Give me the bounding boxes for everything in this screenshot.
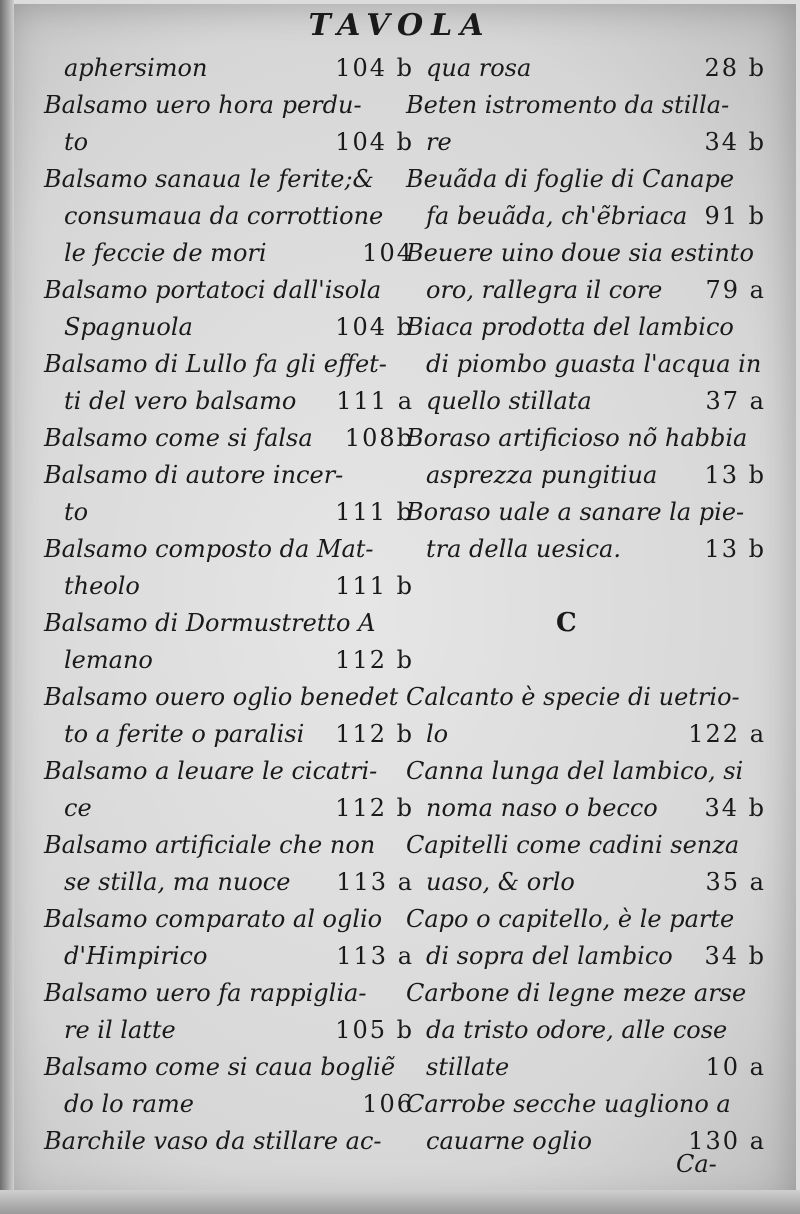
entry-text: consumaua da corrottione — [64, 202, 384, 230]
index-entry-line — [44, 346, 414, 383]
index-entry-line — [406, 679, 766, 716]
page-reference: 35 a — [705, 868, 766, 896]
entry-text: se stilla, ma nuoce — [64, 868, 291, 896]
entry-text: Balsamo di Lullo fa gli effet- — [44, 350, 387, 378]
index-entry-line — [44, 198, 414, 235]
entry-text: ce — [64, 794, 92, 822]
index-entry-line — [44, 790, 414, 827]
entry-text: Capo o capitello, è le parte — [406, 905, 735, 933]
entry-text: to — [64, 498, 89, 526]
catchword: Ca- — [676, 1150, 717, 1178]
page-reference: 13 b — [704, 461, 766, 489]
index-entry-line — [44, 50, 414, 87]
entry-text: Balsamo uero fa rappiglia- — [44, 979, 367, 1007]
index-entry-line — [406, 827, 766, 864]
entry-text: Balsamo artificiale che non — [44, 831, 376, 859]
entry-text: di sopra del lambico — [426, 942, 673, 970]
index-entry-line — [44, 901, 414, 938]
entry-text: aphersimon — [64, 54, 208, 82]
index-entry-line — [406, 568, 766, 605]
index-entry-line — [406, 901, 766, 938]
entry-text: Canna lunga del lambico, si — [406, 757, 744, 785]
page-left-edge — [0, 0, 14, 1214]
index-entry-line — [44, 568, 414, 605]
entry-text: noma naso o becco — [426, 794, 658, 822]
entry-text: cauarne oglio — [426, 1127, 592, 1155]
index-entry-line — [406, 198, 766, 235]
page-reference: 104 b — [335, 128, 414, 156]
page-reference: 91 b — [704, 202, 766, 230]
entry-text: Spagnuola — [64, 313, 193, 341]
page-reference: 105 b — [335, 1016, 414, 1044]
entry-text: to a ferite o paralisi — [64, 720, 305, 748]
index-entry-line — [406, 642, 766, 679]
index-entry-line — [44, 642, 414, 679]
entry-text: Balsamo di Dormustretto A — [44, 609, 376, 637]
entry-text: le feccie de mori — [64, 239, 267, 267]
entry-text: theolo — [64, 572, 140, 600]
page-reference: 113 a — [336, 942, 414, 970]
entry-text: lemano — [64, 646, 153, 674]
index-entry-line — [44, 383, 414, 420]
entry-text: to — [64, 128, 89, 156]
index-entry-line — [44, 457, 414, 494]
page-reference: 111 a — [336, 387, 414, 415]
index-entry-line — [44, 124, 414, 161]
page-reference: 112 b — [335, 794, 414, 822]
entry-text: do lo rame — [64, 1090, 194, 1118]
index-entry-line — [44, 87, 414, 124]
page-reference: 34 b — [704, 794, 766, 822]
index-entry-line — [44, 753, 414, 790]
entry-text: asprezza pungitiua — [426, 461, 658, 489]
entry-text: lo — [426, 720, 449, 748]
entry-text: Balsamo ouero oglio benedet — [44, 683, 399, 711]
entry-text: ti del vero balsamo — [64, 387, 297, 415]
index-entry-line — [44, 605, 414, 642]
entry-text: Balsamo come si caua bogliẽ — [44, 1053, 396, 1081]
index-entry-line — [44, 1049, 414, 1086]
entry-text: Barchile vaso da stillare ac- — [44, 1127, 382, 1155]
entry-text: di piombo guasta l'acqua in — [426, 350, 762, 378]
entry-text: re — [426, 128, 452, 156]
entry-text: d'Himpirico — [64, 942, 208, 970]
entry-text: Balsamo comparato al oglio — [44, 905, 383, 933]
index-entry-line — [406, 494, 766, 531]
page-reference: 37 a — [705, 387, 766, 415]
entry-text: Carbone di legne meze arse — [406, 979, 747, 1007]
entry-text: re il latte — [64, 1016, 176, 1044]
entry-text: Beuere uino doue sia estinto — [406, 239, 754, 267]
entry-text: Biaca prodotta del lambico — [406, 313, 734, 341]
index-entry-line — [406, 124, 766, 161]
page-bottom-edge — [0, 1190, 800, 1214]
page-reference: 108b — [344, 424, 414, 452]
index-entry-line — [44, 864, 414, 901]
entry-text: Balsamo uero hora perdu- — [44, 91, 362, 119]
entry-text: Balsamo a leuare le cicatri- — [44, 757, 378, 785]
index-entry-line — [44, 494, 414, 531]
page-reference: 112 b — [335, 646, 414, 674]
entry-text: Balsamo portatoci dall'isola — [44, 276, 382, 304]
index-entry-line — [44, 975, 414, 1012]
entry-text: Balsamo composto da Mat- — [44, 535, 374, 563]
entry-text: uaso, & orlo — [426, 868, 575, 896]
index-entry-line — [406, 975, 766, 1012]
running-header: TAVOLA — [308, 8, 492, 43]
index-entry-line — [406, 753, 766, 790]
page-reference: 34 b — [704, 942, 766, 970]
entry-text: tra della uesica. — [426, 535, 621, 563]
index-entry-line — [44, 679, 414, 716]
page-reference: 10 a — [705, 1053, 766, 1081]
index-entry-line — [44, 420, 414, 457]
entry-text: oro, rallegra il core — [426, 276, 663, 304]
page-reference: 106 — [362, 1090, 414, 1118]
index-entry-line — [406, 272, 766, 309]
entry-text: Balsamo di autore incer- — [44, 461, 344, 489]
index-entry-line — [406, 309, 766, 346]
entry-text: qua rosa — [426, 54, 532, 82]
index-entry-line — [406, 457, 766, 494]
page-reference: 111 b — [335, 498, 414, 526]
index-entry-line — [44, 938, 414, 975]
entry-text: Balsamo sanaua le ferite;& — [44, 165, 374, 193]
page-reference: 113 a — [336, 868, 414, 896]
index-entry-line — [44, 531, 414, 568]
entry-text: Beuãda di foglie di Canape — [406, 165, 735, 193]
entry-text: Capitelli come cadini senza — [406, 831, 740, 859]
index-entry-line — [406, 50, 766, 87]
index-entry-line — [406, 235, 766, 272]
index-entry-line — [406, 1012, 766, 1049]
index-entry-line — [44, 827, 414, 864]
entry-text: Balsamo come si falsa — [44, 424, 313, 452]
page-reference: 122 a — [688, 720, 766, 748]
entry-text: stillate — [426, 1053, 510, 1081]
index-entry-line — [44, 161, 414, 198]
page-reference: 34 b — [704, 128, 766, 156]
page-reference: 130 a — [688, 1127, 766, 1155]
entry-text: Boraso uale a sanare la pie- — [406, 498, 745, 526]
page-reference: 104 — [362, 239, 414, 267]
entry-text: C — [556, 608, 577, 638]
index-entry-line — [44, 235, 414, 272]
page-reference: 13 b — [704, 535, 766, 563]
entry-text: Beten istromento da stilla- — [406, 91, 730, 119]
index-entry-line — [44, 1086, 414, 1123]
page-reference: 112 b — [335, 720, 414, 748]
index-entry-line — [44, 272, 414, 309]
index-column-left — [44, 50, 414, 1160]
index-entry-line — [44, 1012, 414, 1049]
entry-text: Carrobe secche uagliono a — [406, 1090, 731, 1118]
page-reference: 111 b — [335, 572, 414, 600]
index-entry-line — [44, 1123, 414, 1160]
index-entry-line — [406, 346, 766, 383]
index-entry-line — [406, 87, 766, 124]
index-entry-line — [406, 383, 766, 420]
page-reference: 104 b — [335, 313, 414, 341]
page-reference: 104 b — [335, 54, 414, 82]
entry-text: Boraso artificioso nõ habbia — [406, 424, 748, 452]
entry-text: Calcanto è specie di uetrio- — [406, 683, 740, 711]
entry-text: fa beuãda, ch'ẽbriaca — [426, 202, 688, 230]
index-entry-line — [406, 790, 766, 827]
page-reference: 28 b — [704, 54, 766, 82]
index-entry-line — [406, 864, 766, 901]
entry-text: da tristo odore, alle cose — [426, 1016, 728, 1044]
section-letter-heading — [406, 605, 766, 642]
index-entry-line — [44, 309, 414, 346]
index-entry-line — [406, 938, 766, 975]
index-entry-line — [406, 716, 766, 753]
index-entry-line — [406, 1049, 766, 1086]
index-entry-line — [406, 1086, 766, 1123]
page-reference: 79 a — [705, 276, 766, 304]
index-column-right — [406, 50, 766, 1160]
index-entry-line — [406, 420, 766, 457]
entry-text: quello stillata — [426, 387, 592, 415]
index-entry-line — [44, 716, 414, 753]
index-entry-line — [406, 531, 766, 568]
index-entry-line — [406, 161, 766, 198]
